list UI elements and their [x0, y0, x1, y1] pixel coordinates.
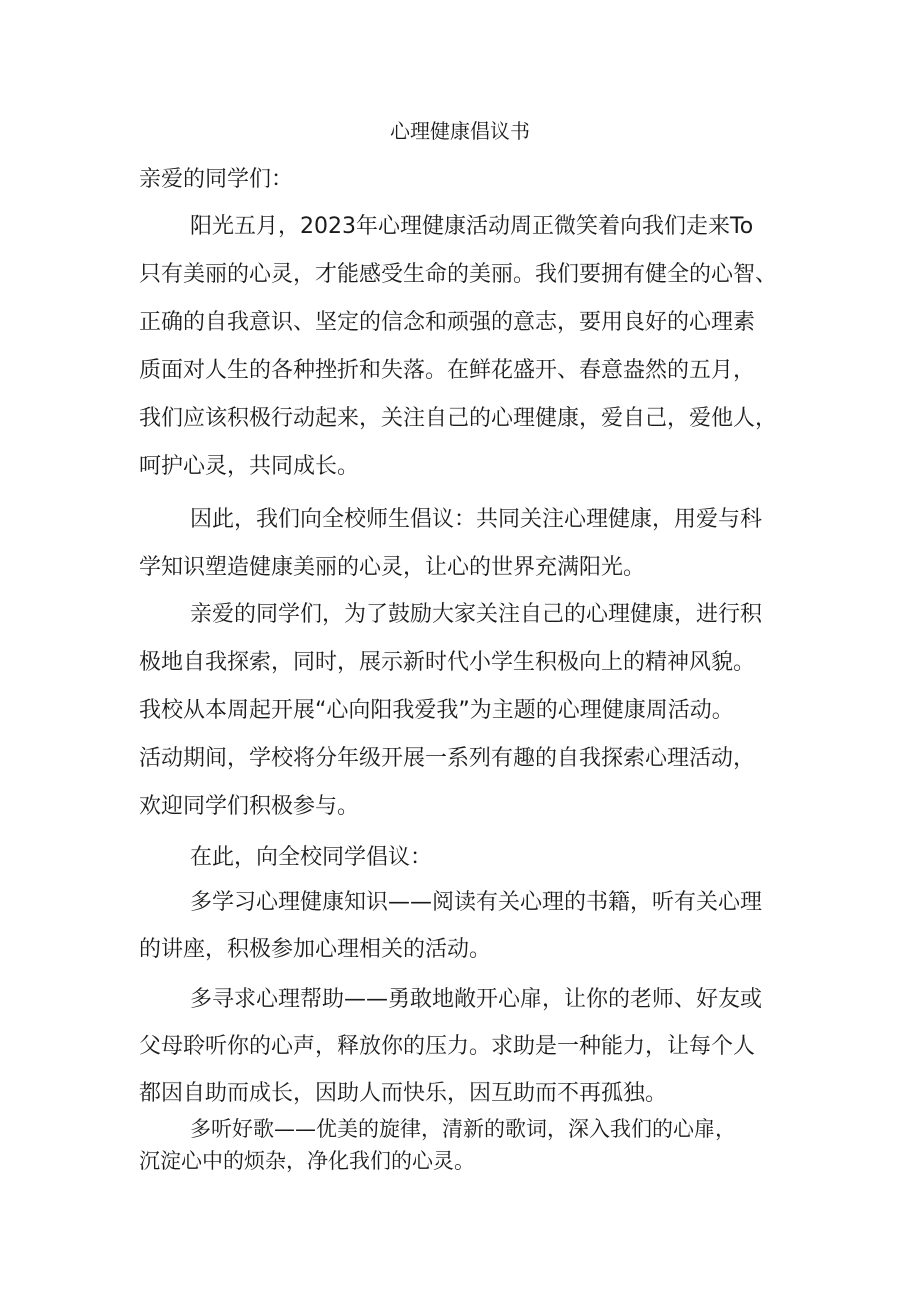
text-line: 我校从本周起开展“心向阳我爱我”为主题的心理健康周活动。: [139, 698, 734, 723]
text-line: 活动期间，学校将分年级开展一系列有趣的自我探索心理活动，: [139, 746, 756, 771]
text-line: 都因自助而成长，因助人而快乐，因互助而不再孤独。: [139, 1081, 668, 1106]
text-line: 呵护心灵，共同成长。: [139, 454, 360, 479]
text-line: 父母聆听你的心声，释放你的压力。求助是一种能力，让每个人: [139, 1034, 756, 1059]
text-line: 沉淀心中的烦杂，净化我们的心灵。: [139, 1149, 475, 1173]
text-line: 因此，我们向全校师生倡议：共同关注心理健康，用爱与科: [190, 507, 763, 532]
text-line: 学知识塑造健康美丽的心灵，让心的世界充满阳光。: [139, 555, 646, 580]
text-line: 多寻求心理帮助——勇敢地敞开心扉，让你的老师、好友或: [190, 987, 763, 1012]
text-line: 阳光五月，2023年心理健康活动周正微笑着向我们走来To: [190, 214, 754, 239]
text-line: 我们应该积极行动起来，关注自己的心理健康，爱自己，爱他人，: [139, 406, 778, 431]
text-line: 亲爱的同学们，为了鼓励大家关注自己的心理健康，进行积: [190, 602, 763, 627]
text-line: 质面对人生的各种挫折和失落。在鲜花盛开、春意盎然的五月，: [139, 358, 756, 383]
text-line: 在此，向全校同学倡议：: [190, 845, 433, 870]
text-line: 多学习心理健康知识——阅读有关心理的书籍，听有关心理: [190, 890, 763, 915]
text-line: 极地自我探索，同时，展示新时代小学生积极向上的精神风貌。: [139, 650, 756, 675]
salutation: 亲爱的同学们：: [139, 167, 294, 192]
text-line: 的讲座，积极参加心理相关的活动。: [139, 937, 492, 962]
text-line: 只有美丽的心灵，才能感受生命的美丽。我们要拥有健全的心智、: [139, 262, 778, 287]
text-line: 欢迎同学们积极参与。: [139, 794, 360, 819]
text-line: 多听好歌——优美的旋律，清新的歌词，深入我们的心扉，: [190, 1117, 736, 1141]
text-line: 正确的自我意识、坚定的信念和顽强的意志，要用良好的心理素: [139, 310, 756, 335]
document-title: 心理健康倡议书: [390, 119, 530, 143]
